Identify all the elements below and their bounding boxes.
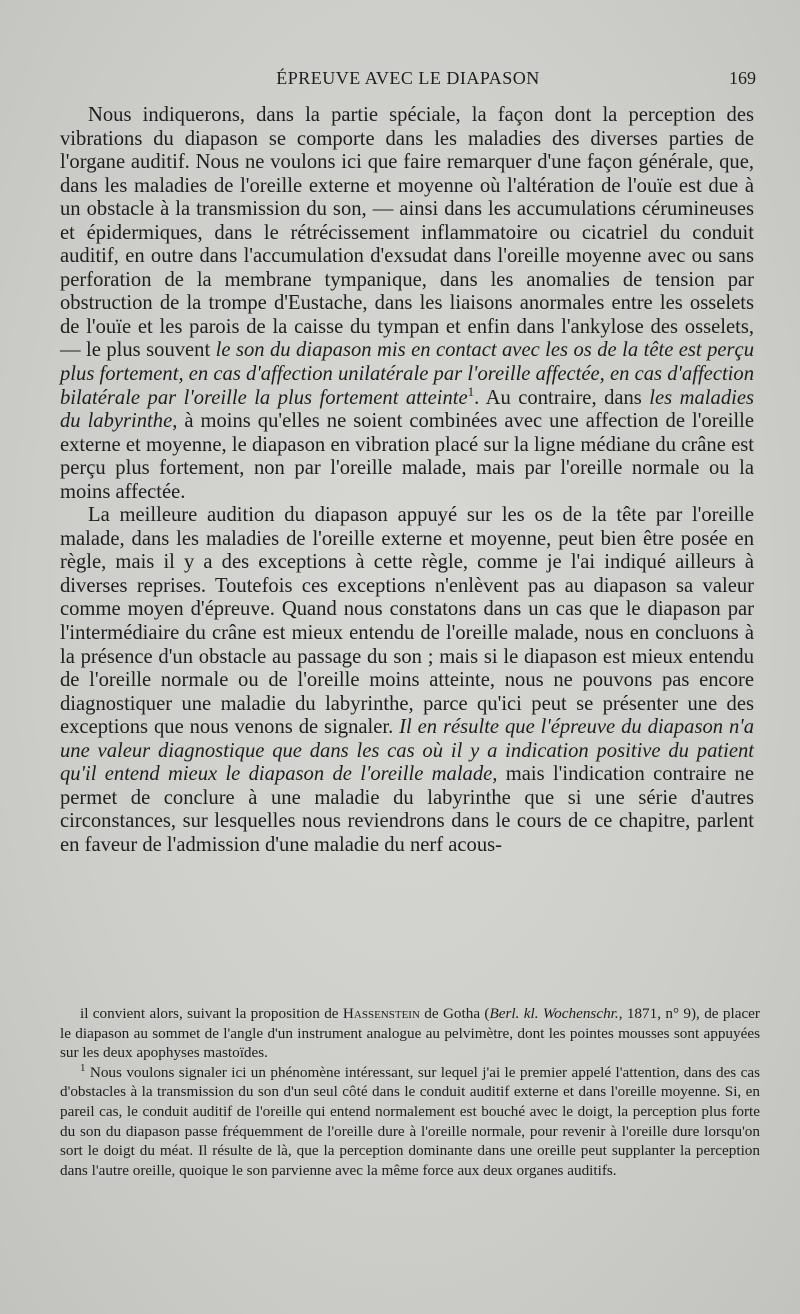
footnote-journal: Berl. kl. Wochenschr. [489,1005,619,1022]
paragraph-2-text-a: La meilleure audition du diapason appuyé sur les os de la tête par l'oreille malade, dans les maladies de l'oreille externe et moyenne, peut bien être posée en règle, mais il y a des exceptions à cette règle, comme je l'ai indiqué ailleurs à diverses reprises. Toutefois ces exceptions n'enlèvent pas au diapason sa valeur comme moyen d'épreuve. Quand nous constatons dans un cas que le diapason par l'intermédiaire du crâne est mieux entendu de l'oreille malade, nous en concluons à la présence d'un obstacle au passage du son ; mais si le diapason est mieux entendu de l'oreille normale ou de l'oreille moins atteinte, nous ne pouvons pas encore diagnostiquer une maladie du labyrinthe, parce qu'ici peut se présenter une des exceptions que nous venons de signaler. [60,504,754,739]
footnote-1 [60,1063,760,1181]
footnote-reference: 1 [467,383,475,399]
footnote-continuation-text-c: , 1871, n° 9), de placer le diapason au sommet de l'angle d'un instrument analogue au pelvimètre, dont les pointes mousses sont appuyées sur les deux apophyses mastoïdes. [60,1005,760,1062]
paragraph-1-text-a: Nous indiquerons, dans la partie spéciale, la façon dont la perception des vibrations du diapason se comporte dans les maladies des diverses parties de l'organe auditif. Nous ne voulons ici que faire remarquer d'une façon générale, que, dans les maladies de l'oreille externe et moyenne où l'altération de l'ouïe est due à un obstacle à la transmission du son, — ainsi dans les accumulations cérumineuses et épidermiques, dans le rétrécissement inflammatoire ou cicatriel du conduit auditif, en outre dans l'accumulation d'exsudat dans l'oreille moyenne avec ou sans perforation de la membrane tympanique, dans les anomalies de tension par obstruction de la trompe d'Eustache, dans les liaisons anormales entre les osselets de l'ouïe et les parois de la caisse du tympan et enfin dans l'ankylose des osselets, — le plus souvent [60,104,754,362]
paragraph-1-italic-a: le son du diapason mis en contact avec les os de la tête est perçu plus fortement, en cas d'affection unilatérale par l'oreille affectée, en cas d'affection bilatérale par l'oreille la plus fortement atteinte [60,339,754,409]
paragraph-1-italic-b: les maladies du labyrinthe [60,386,754,433]
footnote-continuation [60,1004,760,1063]
paragraph-1-text-c: , à moins qu'elles ne soient combinées avec une affection de l'oreille externe et moyenne, le diapason en vibration placé sur la ligne médiane du crâne est perçu plus fortement, non par l'oreille malade, mais par l'oreille normale ou la moins affectée. [60,410,755,503]
paragraph-1-text-b: . Au contraire, dans [474,386,650,409]
footnote-continuation-text-b: de Gotha ( [419,1005,490,1022]
paragraph-2-italic: Il en résulte que l'épreuve du diapason n'a une valeur diagnostique que dans les cas où il y a indication positive du patient qu'il entend mieux le diapason de l'oreille malade, [60,716,755,786]
paragraph-1 [60,104,754,504]
footnote-1-marker: 1 [80,1061,86,1074]
paragraph-2 [60,504,754,857]
page-number: 169 [729,68,756,88]
page-header [60,64,756,94]
body-text [60,104,754,858]
footnote-author-name: Hassenstein [342,1005,420,1022]
footnotes [60,1004,760,1180]
footnote-continuation-text-a: il convient alors, suivant la proposition de [80,1005,343,1022]
running-title: ÉPREUVE AVEC LE DIAPASON [276,68,540,88]
paragraph-2-text-b: mais l'indication contraire ne permet de conclure à une maladie du labyrinthe que si une série d'autres circonstances, sur lesquelles nous reviendrons dans le cours de ce chapitre, parlent en faveur de l'admission d'une maladie du nerf acous- [60,763,754,856]
footnote-1-text: Nous voulons signaler ici un phénomène intéressant, sur lequel j'ai le premier appelé l'attention, dans des cas d'obstacles à la transmission du son d'un seul côté dans le conduit auditif externe et dans l'oreille moyenne. Si, en pareil cas, le conduit auditif de l'oreille qui entend normalement est bouché avec le doigt, la perception plus forte du son du diapason passe fréquemment de l'oreille dure à l'oreille normale, pour revenir à l'oreille dure lorsqu'on sort le doigt du méat. Il résulte de là, que la perception dominante dans une oreille peut supplanter la perception dans l'autre oreille, quoique le son parvienne avec la même force aux deux organes auditifs. [60,1063,760,1179]
